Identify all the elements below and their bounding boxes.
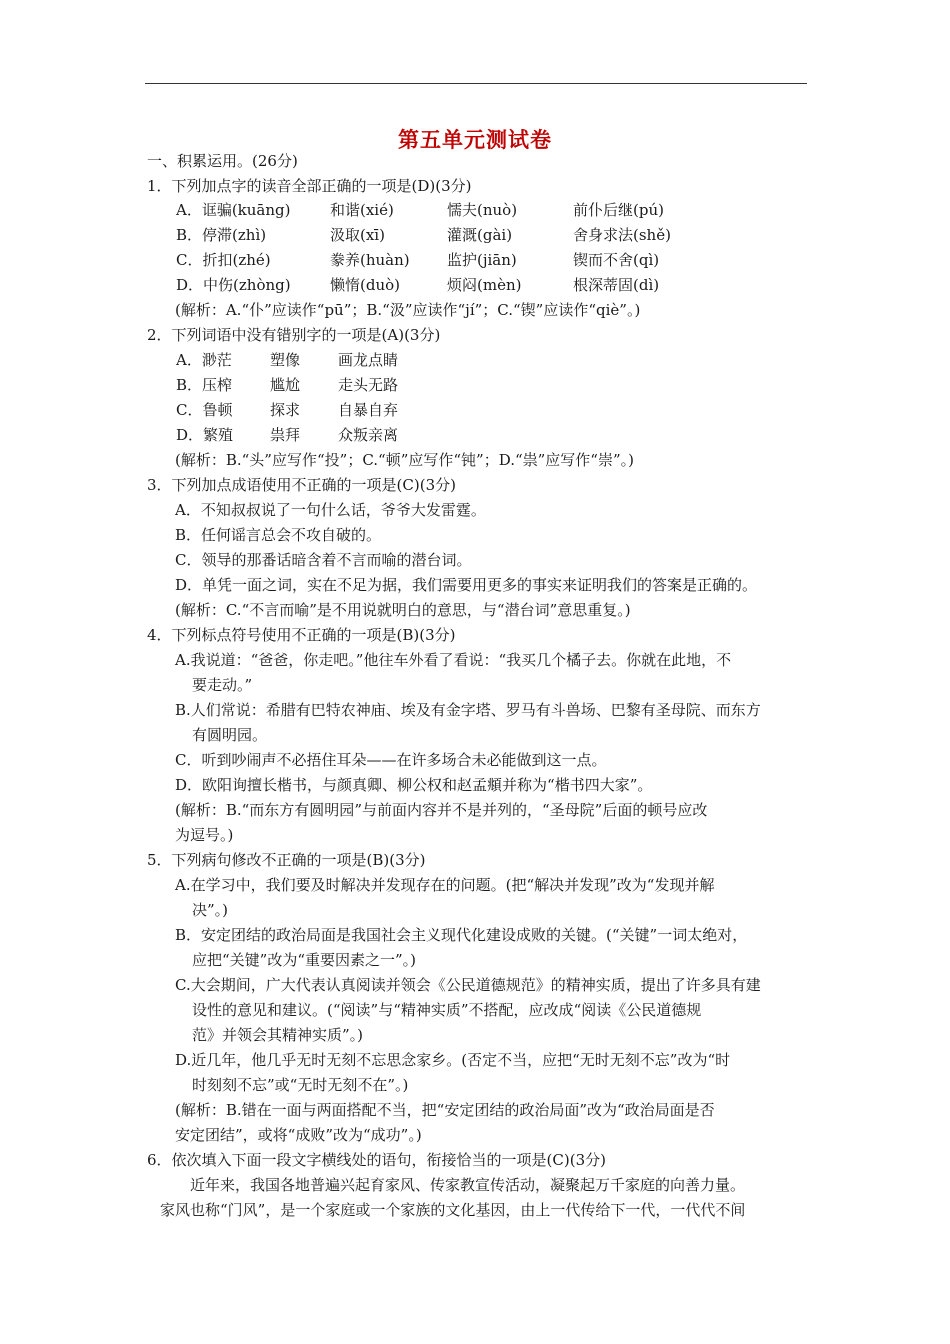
- section-heading: 一、积累运用。(26分): [147, 152, 298, 170]
- q5-option-d-line2: 时刻刻不忘”或“无时无刻不在”。): [192, 1076, 409, 1094]
- q6-passage-line2: 家风也称“门风”，是一个家庭或一个家族的文化基因，由上一代传给下一代，一代代不间: [160, 1201, 746, 1219]
- question-2-stem: 2．下列词语中没有错别字的一项是(A)(3分): [147, 326, 441, 344]
- q4-option-d: D．欧阳询擅长楷书，与颜真卿、柳公权和赵孟頫并称为“楷书四大家”。: [175, 776, 653, 794]
- q1-option-a-word3: 懦夫(nuò): [447, 201, 518, 219]
- question-3-analysis: (解析：C.“不言而喻”是不用说就明白的意思，与“潜台词”意思重复。): [175, 601, 631, 619]
- q3-option-d: D．单凭一面之词，实在不足为据，我们需要用更多的事实来证明我们的答案是正确的。: [175, 576, 758, 594]
- q1-option-c-word1: C．折扣(zhé): [176, 251, 271, 269]
- q1-option-b-word1: B．停滞(zhì): [176, 226, 267, 244]
- q5-option-a-line1: A.在学习中，我们要及时解决并发现存在的问题。(把“解决并发现”改为“发现并解: [175, 876, 715, 894]
- q2-option-c-word1: C．鲁顿: [176, 401, 233, 419]
- q5-option-a-line2: 决”。): [192, 901, 229, 919]
- q4-option-a-line1: A.我说道：“爸爸，你走吧。”他往车外看了看说：“我买几个橘子去。你就在此地，不: [175, 651, 732, 669]
- q2-option-d-word2: 祟拜: [270, 426, 301, 444]
- question-3-stem: 3．下列加点成语使用不正确的一项是(C)(3分): [147, 476, 456, 494]
- question-5-stem: 5．下列病句修改不正确的一项是(B)(3分): [147, 851, 426, 869]
- q2-option-a-word3: 画龙点睛: [338, 351, 399, 369]
- q2-option-b-word1: B．压榨: [176, 376, 233, 394]
- question-4-analysis-line1: (解析：B.“而东方有圆明园”与前面内容并不是并列的，“圣母院”后面的顿号应改: [175, 801, 708, 819]
- question-6-stem: 6．依次填入下面一段文字横线处的语句，衔接恰当的一项是(C)(3分): [147, 1151, 606, 1169]
- q5-option-b-line2: 应把“关键”改为“重要因素之一”。): [192, 951, 417, 969]
- q1-option-b-word4: 舍身求法(shě): [573, 226, 671, 244]
- q1-option-c-word3: 监护(jiān): [447, 251, 517, 269]
- q4-option-b-line1: B.人们常说：希腊有巴特农神庙、埃及有金字塔、罗马有斗兽场、巴黎有圣母院、而东方: [175, 701, 761, 719]
- question-4-analysis-line2: 为逗号。): [175, 826, 234, 844]
- q1-option-b-word3: 灌溉(gài): [447, 226, 513, 244]
- q6-passage-line1: 近年来，我国各地普遍兴起育家风、传家教宣传活动，凝聚起万千家庭的向善力量。: [190, 1176, 746, 1194]
- header-rule: [145, 83, 807, 84]
- q1-option-a-word2: 和谐(xié): [330, 201, 394, 219]
- q4-option-b-line2: 有圆明园。: [192, 726, 268, 744]
- q5-option-c-line3: 范》并领会其精神实质”。): [192, 1026, 364, 1044]
- q2-option-b-word2: 尴尬: [270, 376, 301, 394]
- question-2-analysis: (解析：B.“头”应写作“投”；C.“顿”应写作“钝”；D.“祟”应写作“崇”。): [175, 451, 634, 469]
- q3-option-b: B．任何谣言总会不攻自破的。: [175, 526, 382, 544]
- question-5-analysis-line1: (解析：B.错在一面与两面搭配不当，把“安定团结的政治局面”改为“政治局面是否: [175, 1101, 715, 1119]
- q5-option-d-line1: D.近几年，他几乎无时无刻不忘思念家乡。(否定不当，应把“无时无刻不忘”改为“时: [175, 1051, 731, 1069]
- q1-option-d-word3: 烦闷(mèn): [447, 276, 522, 294]
- q2-option-c-word3: 自暴自弃: [338, 401, 399, 419]
- q2-option-d-word3: 众叛亲离: [338, 426, 399, 444]
- q1-option-d-word2: 懒惰(duò): [330, 276, 400, 294]
- q2-option-a-word2: 塑像: [270, 351, 301, 369]
- q5-option-c-line1: C.大会期间，广大代表认真阅读并领会《公民道德规范》的精神实质，提出了许多具有建: [175, 976, 761, 994]
- q2-option-b-word3: 走头无路: [338, 376, 399, 394]
- question-1-analysis: (解析：A.“仆”应读作“pū”；B.“汲”应读作“jí”；C.“锲”应读作“qiè”。): [175, 301, 641, 319]
- q3-option-c: C．领导的那番话暗含着不言而喻的潜台词。: [175, 551, 472, 569]
- q5-option-b-line1: B．安定团结的政治局面是我国社会主义现代化建设成败的关键。(“关键”一词太绝对，: [175, 926, 748, 944]
- q3-option-a: A．不知叔叔说了一句什么话，爷爷大发雷霆。: [175, 501, 486, 519]
- q1-option-a-word1: A．诓骗(kuāng): [176, 201, 291, 219]
- q1-option-a-word4: 前仆后继(pú): [573, 201, 664, 219]
- q5-option-c-line2: 设性的意见和建议。(“阅读”与“精神实质”不搭配，应改成“阅读《公民道德规: [192, 1001, 702, 1019]
- q4-option-c: C．听到吵闹声不必捂住耳朵——在许多场合未必能做到这一点。: [175, 751, 607, 769]
- q2-option-a-word1: A．渺茫: [176, 351, 232, 369]
- q2-option-d-word1: D．繁殖: [176, 426, 234, 444]
- q1-option-c-word4: 锲而不舍(qì): [573, 251, 660, 269]
- q1-option-d-word1: D．中伤(zhòng): [176, 276, 291, 294]
- q1-option-b-word2: 汲取(xī): [330, 226, 385, 244]
- question-5-analysis-line2: 安定团结”，或将“成败”改为“成功”。): [175, 1126, 422, 1144]
- question-1-stem: 1．下列加点字的读音全部正确的一项是(D)(3分): [147, 177, 472, 195]
- q1-option-d-word4: 根深蒂固(dì): [573, 276, 660, 294]
- q1-option-c-word2: 豢养(huàn): [330, 251, 410, 269]
- q2-option-c-word2: 探求: [270, 401, 301, 419]
- question-4-stem: 4．下列标点符号使用不正确的一项是(B)(3分): [147, 626, 456, 644]
- q4-option-a-line2: 要走动。”: [192, 676, 253, 694]
- page-title: 第五单元测试卷: [398, 128, 552, 152]
